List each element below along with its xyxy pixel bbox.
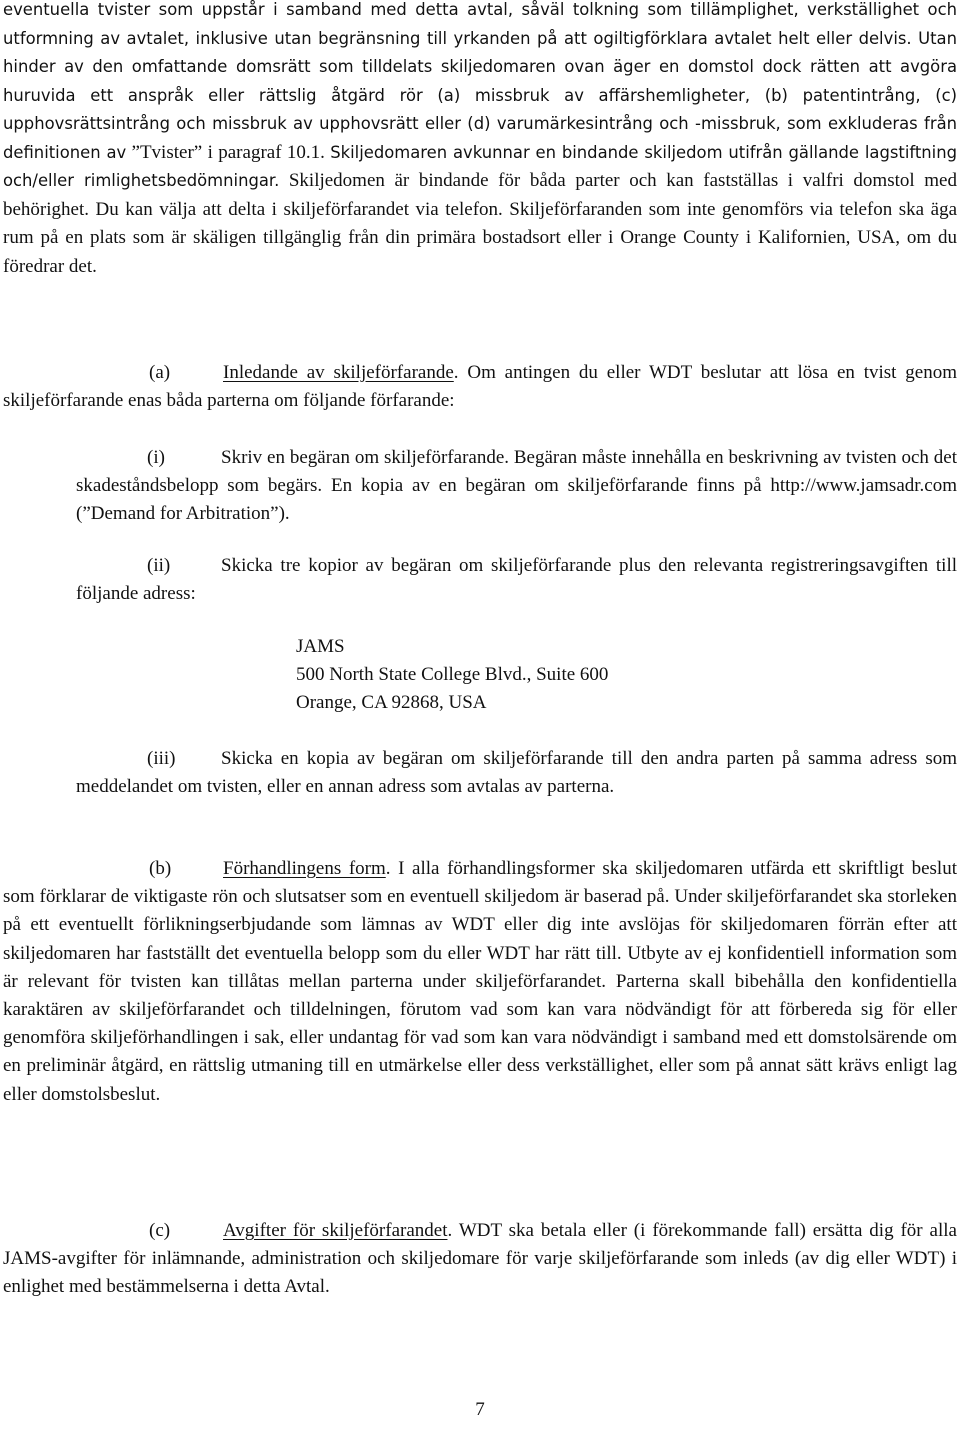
section-text: WDT ska betala eller (i förekommande fall) ersätta dig för alla JAMS-avgifter för inlämnande, administration och skiljedomare för varje skiljeförfarande som inleds (av dig eller WDT) i enlighet med bestämmelserna i detta Avtal. (3, 1220, 957, 1298)
heading-punct: . (385, 858, 391, 879)
item-text: Skicka en kopia av begäran om skiljeförfarande till den andra parten på samma adress som meddelandet om tvisten, eller en annan adress som avtalas av parterna. (76, 748, 957, 798)
section-heading: Inledande av skiljeförfarande (223, 362, 454, 383)
section-label: (c) (149, 1220, 171, 1241)
item-label: (ii) (147, 555, 171, 576)
section-heading: Förhandlingens form (223, 858, 386, 879)
section-heading: Avgifter för skiljeförfarandet (223, 1220, 448, 1241)
item-text-block (3, 745, 957, 801)
section-b (3, 855, 957, 1109)
item-iii (3, 745, 957, 801)
item-text: Skriv en begäran om skiljeförfarande. Begäran måste innehålla en beskrivning av tvisten och det skadeståndsbelopp som begärs. En kopia av en begäran om skiljeförfarande finns på http://www.jamsadr.com (”Demand for Arbitration”). (76, 447, 957, 525)
address-line: Orange, CA 92868, USA (296, 692, 487, 713)
section-text: I alla förhandlingsformer ska skiljedomaren utfärda ett skriftligt beslut som förklarar de viktigaste rön och slutsatser som en eventuell skiljedom är baserad på. Under skiljeförfarandet ska storleken på ett eventuellt förlikningserbjudande som lämnas av WDT eller dig inte avslöjas för skiljedomaren förrän efter att skiljedomaren har fastställt det eventuella belopp som du eller WDT har rätt till. Utbyte av ej konfidentiell information som är relevant för tvisten kan tillåtas mellan parterna under skiljeförfarandet. Parterna skall bibehålla den konfidentiella karaktären av skiljeförfarandet och tilldelningen, förutom vad som kan vara nödvändigt för att förbereda sig för eller genomföra skiljeförhandlingen i sak, eller undantag för vad som kan vara nödvändigt i samband med ett domstolsärende om en preliminär åtgärd, en rättslig utmaning till en utmärkelse eller dess verkställighet, eller som på annat sätt krävs enligt lag eller domstolsbeslut. (3, 858, 957, 1105)
item-text-block (3, 444, 957, 529)
heading-punct: . (447, 1220, 453, 1241)
section-label: (a) (149, 362, 171, 383)
heading-punct: . (453, 362, 459, 383)
paragraph-text-part: eventuella tvister som uppstår i samband med detta avtal, såväl tolkning som tillämplighet, verkställighet och utformning av avtalet, inklusive utan begränsning till yrkanden på att ogiltigförklara avtalet helt eller delvis. Utan hinder av den omfattande domsrätt som tilldelats skiljedomaren ovan äger en domstol dock rätten att avgöra huruvida ett anspråk eller rättslig åtgärd rör (a) missbruk av affärshemligheter, (b) patentintrång, (c) upphovsrättsintrång och missbruk av upphovsrätt eller (d) varumärkesintrång och -missbruk, som exkluderas från definitionen av (3, 0, 957, 162)
item-label: (iii) (147, 748, 176, 769)
section-text: Om antingen du eller WDT beslutar att lösa en tvist genom skiljeförfarande enas båda parterna om följande förfarande: (3, 362, 957, 412)
section-c (3, 1217, 957, 1302)
item-i (3, 444, 957, 529)
paragraph-text-part: Skiljedomen är bindande för båda parter och kan fastställas i valfri domstol med behörighet. Du kan välja att delta i skiljeförfarandet via telefon. Skiljeförfaranden som inte genomförs via telefon ska äga rum på en plats som är skäligen tillgänglig från din primära bostadsort eller i Orange County i Kalifornien, USA, om du föredrar det. (3, 170, 957, 277)
item-ii (3, 552, 957, 608)
item-label: (i) (147, 447, 165, 468)
jams-address (3, 633, 608, 717)
address-line: JAMS (296, 636, 345, 657)
item-text-block (3, 552, 957, 608)
section-label: (b) (149, 858, 172, 879)
section-a (3, 359, 957, 415)
page-number: 7 (475, 1399, 485, 1420)
item-text: Skicka tre kopior av begäran om skiljeförfarande plus den relevanta registreringsavgiften till följande adress: (76, 555, 957, 605)
address-line: 500 North State College Blvd., Suite 600 (296, 664, 609, 685)
paragraph-text-part: ”Tvister” i paragraf 10.1. (131, 141, 325, 163)
paragraph-text-part: Skiljedomaren avkunnar en bindande skiljedom utifrån gällande lagstiftning och/eller rimlighetsbedömningar. (3, 142, 958, 190)
paragraph-arbitration-scope (3, 0, 957, 281)
